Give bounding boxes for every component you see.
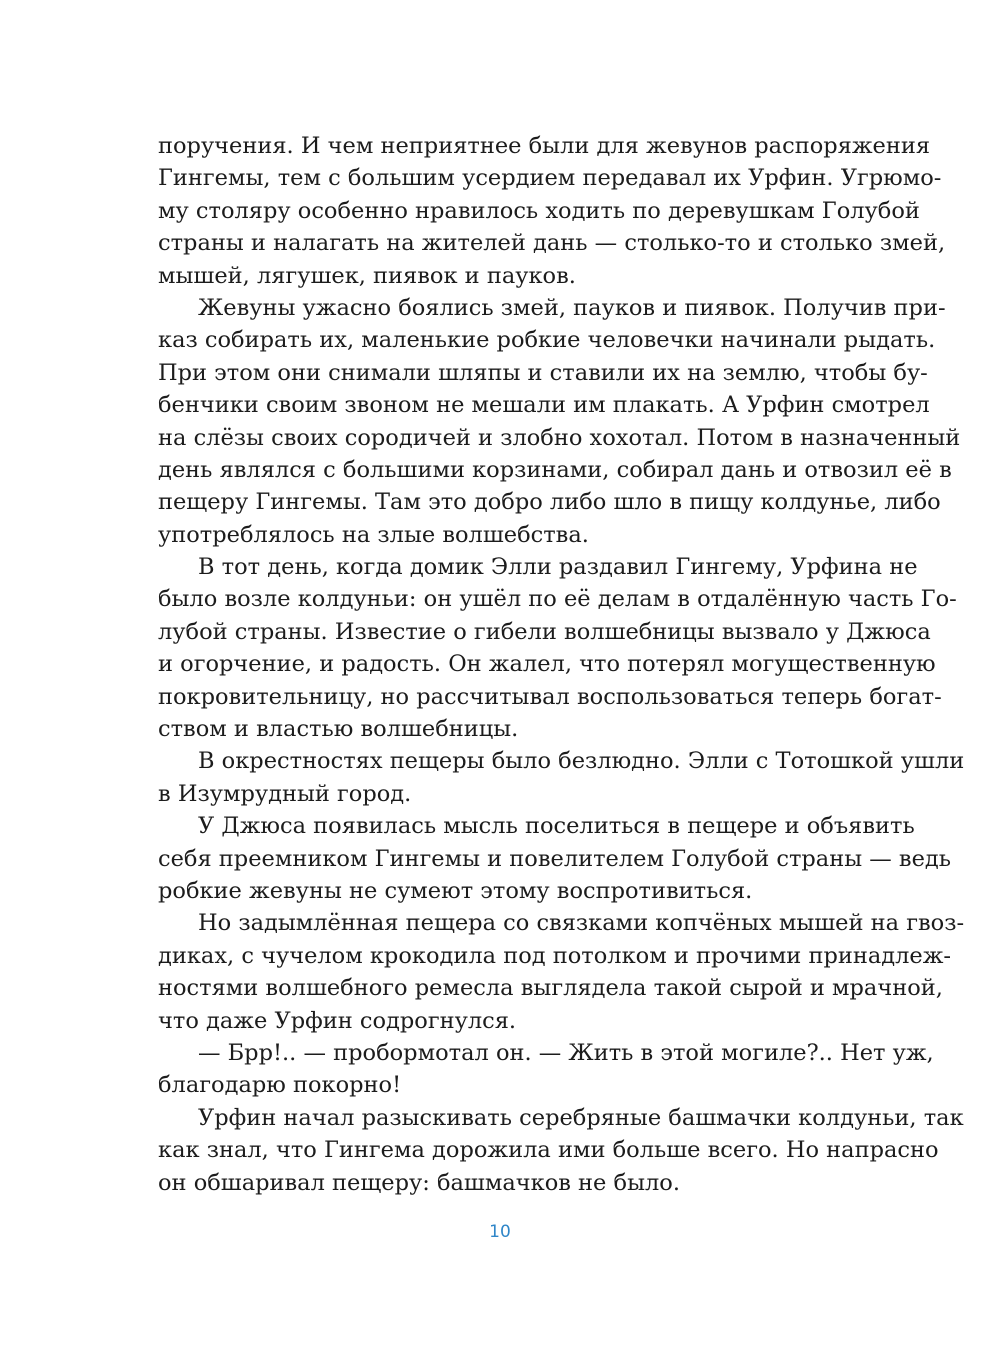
text-line: и огорчение, и радость. Он жалел, что потерял могущественную — [158, 651, 936, 678]
paragraph — [158, 1102, 964, 1199]
paragraph — [158, 130, 946, 292]
text-line: покровительницу, но рассчитывал воспользоваться теперь богат- — [158, 683, 942, 710]
text-line: робкие жевуны не сумеют этому воспротивиться. — [158, 877, 753, 904]
paragraph — [158, 810, 952, 907]
text-line: Урфин начал разыскивать серебряные башмачки колдуньи, так — [198, 1104, 964, 1131]
text-line: Жевуны ужасно боялись змей, пауков и пиявок. Получив при- — [198, 294, 946, 321]
text-line: Гингемы, тем с большим усердием передавал их Урфин. Угрюмо- — [158, 165, 942, 192]
text-line: себя преемником Гингемы и повелителем Голубой страны — ведь — [158, 845, 952, 872]
text-line: лубой страны. Известие о гибели волшебницы вызвало у Джюса — [158, 618, 931, 645]
paragraph — [158, 551, 957, 745]
text-line: как знал, что Гингема дорожила ими больше всего. Но напрасно — [158, 1137, 939, 1164]
text-line: — Брр!.. — пробормотал он. — Жить в этой могиле?.. Нет уж, — [198, 1039, 934, 1066]
text-line: При этом они снимали шляпы и ставили их на землю, чтобы бу- — [158, 359, 928, 386]
text-line: каз собирать их, маленькие робкие человечки начинали рыдать. — [158, 327, 936, 354]
text-line: страны и налагать на жителей дань — столько-то и столько змей, — [158, 230, 946, 257]
text-line: употреблялось на злые волшебства. — [158, 521, 589, 548]
text-line: что даже Урфин содрогнулся. — [158, 1007, 517, 1034]
paragraph — [158, 292, 961, 551]
text-line: Но задымлённая пещера со связками копчёных мышей на гвоз- — [198, 910, 965, 937]
paragraph — [158, 1037, 934, 1102]
paragraph — [158, 745, 965, 810]
text-line: в Изумрудный город. — [158, 780, 412, 807]
text-line: ством и властью волшебницы. — [158, 716, 519, 743]
text-line: благодарю покорно! — [158, 1072, 402, 1099]
text-line: У Джюса появилась мысль поселиться в пещере и объявить — [198, 813, 915, 840]
text-line: он обшаривал пещеру: башмачков не было. — [158, 1169, 680, 1196]
text-line: поручения. И чем неприятнее были для жевунов распоряжения — [158, 133, 931, 159]
text-line: мышей, лягушек, пиявок и пауков. — [158, 262, 576, 289]
text-line: пещеру Гингемы. Там это добро либо шло в пищу колдунье, либо — [158, 489, 941, 516]
text-line: было возле колдуньи: он ушёл по её делам в отдалённую часть Го- — [158, 586, 957, 613]
text-line: му столяру особенно нравилось ходить по деревушкам Голубой — [158, 197, 920, 224]
text-line: на слёзы своих сородичей и злобно хохотал. Потом в назначенный — [158, 424, 961, 451]
text-line: бенчики своим звоном не мешали им плакать. А Урфин смотрел — [158, 392, 930, 419]
page-number: 10 — [489, 1222, 511, 1242]
text-line: В тот день, когда домик Элли раздавил Гингему, Урфина не — [198, 554, 918, 581]
text-line: диках, с чучелом крокодила под потолком и прочими принадлеж- — [158, 942, 952, 969]
text-line: день являлся с большими корзинами, собирал дань и отвозил её в — [158, 456, 952, 483]
text-line: ностями волшебного ремесла выглядела такой сырой и мрачной, — [158, 975, 943, 1002]
text-line: В окрестностях пещеры было безлюдно. Элли с Тотошкой ушли — [198, 748, 965, 775]
paragraph — [158, 907, 965, 1037]
body-text — [158, 130, 965, 1199]
